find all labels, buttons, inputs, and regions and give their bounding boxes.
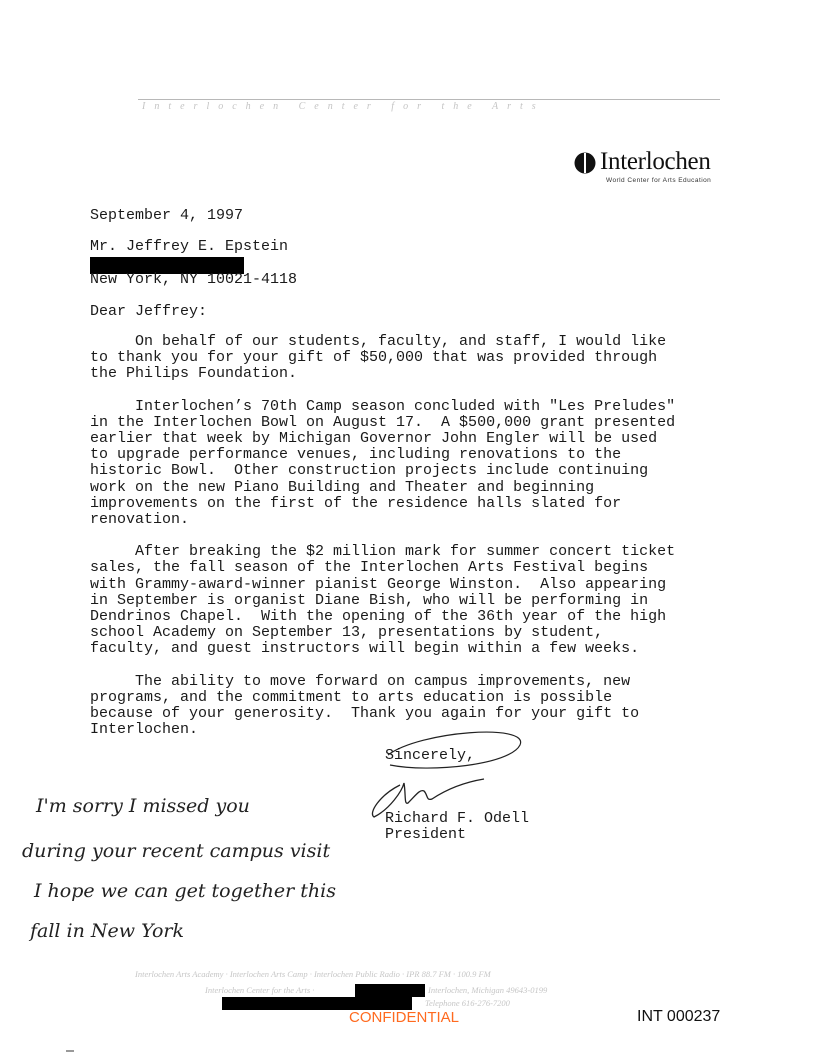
body-line: faculty, and guest instructors will begin within a few weeks. — [90, 640, 640, 658]
body-line: sales, the fall season of the Interlochen Arts Festival begins — [90, 559, 649, 577]
recipient-name: Mr. Jeffrey E. Epstein — [90, 238, 289, 255]
body-line: to upgrade performance venues, including renovations to the — [90, 446, 622, 464]
body-line: school Academy on September 13, presentations by student, — [90, 624, 604, 642]
handwritten-note-line-1: I'm sorry I missed you — [36, 795, 250, 817]
footer-line-2-left: Interlochen Center for the Arts · — [205, 985, 315, 995]
body-line: improvements on the first of the residence halls slated for — [90, 494, 622, 512]
footer-line-1: Interlochen Arts Academy · Interlochen Arts Camp · Interlochen Public Radio · IPR 88.7 FM · 100.9 FM — [135, 969, 491, 979]
body-line: work on the new Piano Building and Theater and beginning — [90, 478, 595, 496]
body-line: in September is organist Diane Bish, who will be performing in — [90, 591, 649, 609]
interlochen-logo — [572, 150, 722, 190]
logo-tagline: World Center for Arts Education — [606, 177, 712, 184]
body-paragraph — [90, 399, 675, 529]
letterhead-rule — [138, 99, 720, 100]
footer-line-2-right: Interlochen, Michigan 49643-0199 — [428, 985, 548, 995]
salutation: Dear Jeffrey: — [90, 303, 208, 320]
signer-name: Richard F. Odell — [385, 810, 530, 827]
body-line: to thank you for your gift of $50,000 that was provided through — [90, 349, 658, 367]
body-line: historic Bowl. Other construction projects include continuing — [90, 462, 649, 480]
body-line: renovation. — [90, 511, 190, 529]
letter-date: September 4, 1997 — [90, 207, 244, 224]
footer-line-3: Telephone 616-276-7200 — [425, 998, 510, 1008]
body-line: Dendrinos Chapel. With the opening of the 36th year of the high — [90, 608, 667, 626]
body-line: earlier that week by Michigan Governor John Engler will be used — [90, 430, 658, 448]
body-line: with Grammy-award-winner pianist George Winston. Also appearing — [90, 575, 667, 593]
body-line: programs, and the commitment to arts education is possible — [90, 688, 613, 706]
faint-letterhead-text: Interlochen Center for the Arts — [142, 101, 545, 112]
body-line: On behalf of our students, faculty, and staff, I would like — [90, 333, 667, 350]
body-paragraph — [90, 544, 675, 657]
redaction-bar-footer-1 — [355, 984, 425, 997]
recipient-city: New York, NY 10021-4118 — [90, 271, 298, 288]
body-line: The ability to move forward on campus improvements, new — [90, 672, 631, 690]
body-line: Interlochen. — [90, 721, 199, 739]
bates-number: INT 000237 — [637, 1008, 721, 1025]
body-line: because of your generosity. Thank you again for your gift to — [90, 705, 640, 723]
handwritten-note-line-3: I hope we can get together this — [34, 880, 336, 902]
body-line: After breaking the $2 million mark for summer concert ticket — [90, 543, 676, 561]
logo-org-name: Interlochen — [600, 148, 711, 175]
interlochen-logo-icon — [574, 152, 596, 174]
body-paragraph — [90, 334, 675, 383]
handwritten-note-line-2: during your recent campus visit — [22, 840, 331, 862]
closing: Sincerely, — [385, 747, 476, 764]
body-line: the Philips Foundation. — [90, 365, 298, 383]
confidential-stamp: CONFIDENTIAL — [349, 1009, 460, 1026]
body-line: Interlochen’s 70th Camp season concluded with "Les Preludes" — [90, 397, 676, 415]
scan-speck — [66, 1050, 74, 1052]
letter-body — [90, 334, 675, 738]
body-line: in the Interlochen Bowl on August 17. A $500,000 grant presented — [90, 413, 676, 431]
signer-title: President — [385, 826, 467, 843]
handwritten-note-line-4: fall in New York — [30, 920, 185, 942]
